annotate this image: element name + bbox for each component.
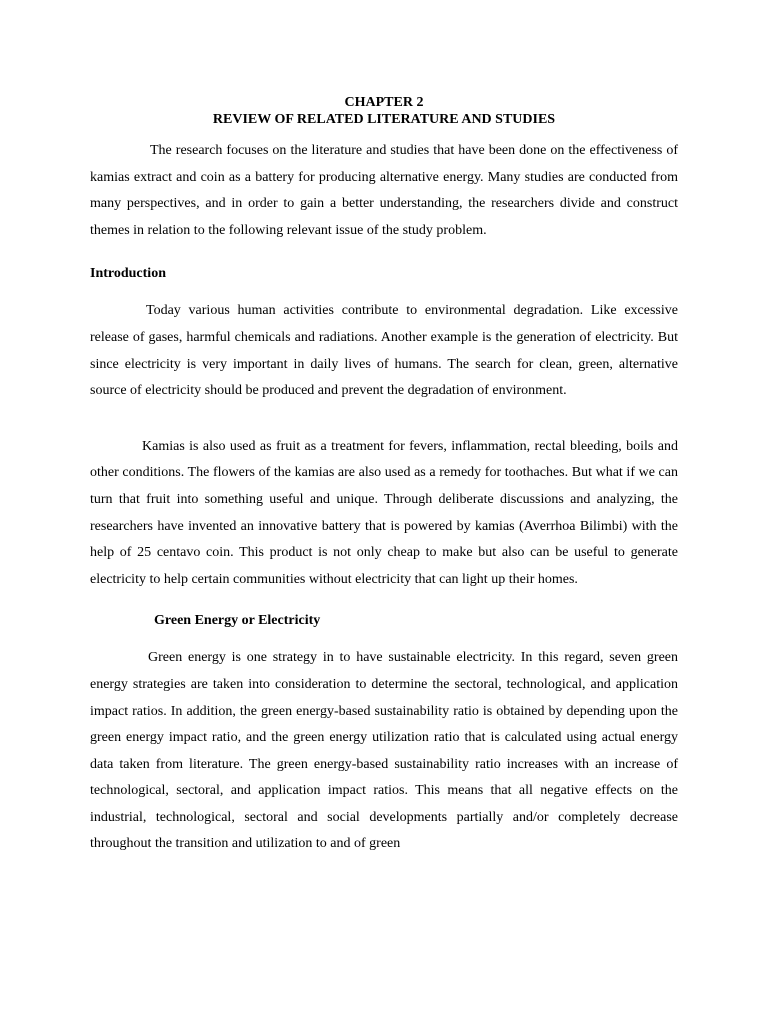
green-energy-paragraph-1: Green energy is one strategy in to have sustainable electricity. In this regard, seven green energy strategies are taken into consideration to determine the sectoral, technological, and application impact ratios. In addition, the green energy-based sustainability ratio is obtained by depending upon the green energy impact ratio, and the green energy utilization ratio that is calculated using actual energy data taken from literature. The green energy-based sustainability ratio increases with an increase of technological, sectoral, and application impact ratios. This means that all negative effects on the industrial, technological, sectoral and social developments partially and/or completely decrease throughout the transition and utilization to and of green (90, 650, 678, 852)
chapter-intro-paragraph: The research focuses on the literature and studies that have been done on the effectiveness of kamias extract and coin as a battery for producing alternative energy. Many studies are conducted from many perspectives, and in order to gain a better understanding, the researchers divide and construct themes in relation to the following relevant issue of the study problem. (90, 143, 678, 238)
chapter-title: REVIEW OF RELATED LITERATURE AND STUDIES (212, 112, 556, 127)
chapter-heading (90, 0, 678, 128)
introduction-paragraph-1: Today various human activities contribute to environmental degradation. Like excessive release of gases, harmful chemicals and radiations. Another example is the generation of electricity. But since electricity is very important in daily lives of humans. The search for clean, green, alternative source of electricity should be produced and prevent the degradation of environment. (90, 303, 678, 399)
section-heading-green-energy: Green Energy or Electricity (154, 613, 321, 629)
chapter-label: CHAPTER 2 (344, 95, 424, 110)
introduction-paragraph-2: Kamias is also used as fruit as a treatment for fevers, inflammation, rectal bleeding, boils and other conditions. The flowers of the kamias are also used as a remedy for toothaches. But what if we can turn that fruit into something useful and unique. Through deliberate discussions and analyzing, the researchers have invented an innovative battery that is powered by kamias (Averrhoa Bilimbi) with the help of 25 centavo coin. This product is not only cheap to make but also can be useful to generate electricity to help certain communities without electricity that can light up their homes. (90, 438, 678, 587)
section-heading-introduction: Introduction (90, 266, 166, 282)
